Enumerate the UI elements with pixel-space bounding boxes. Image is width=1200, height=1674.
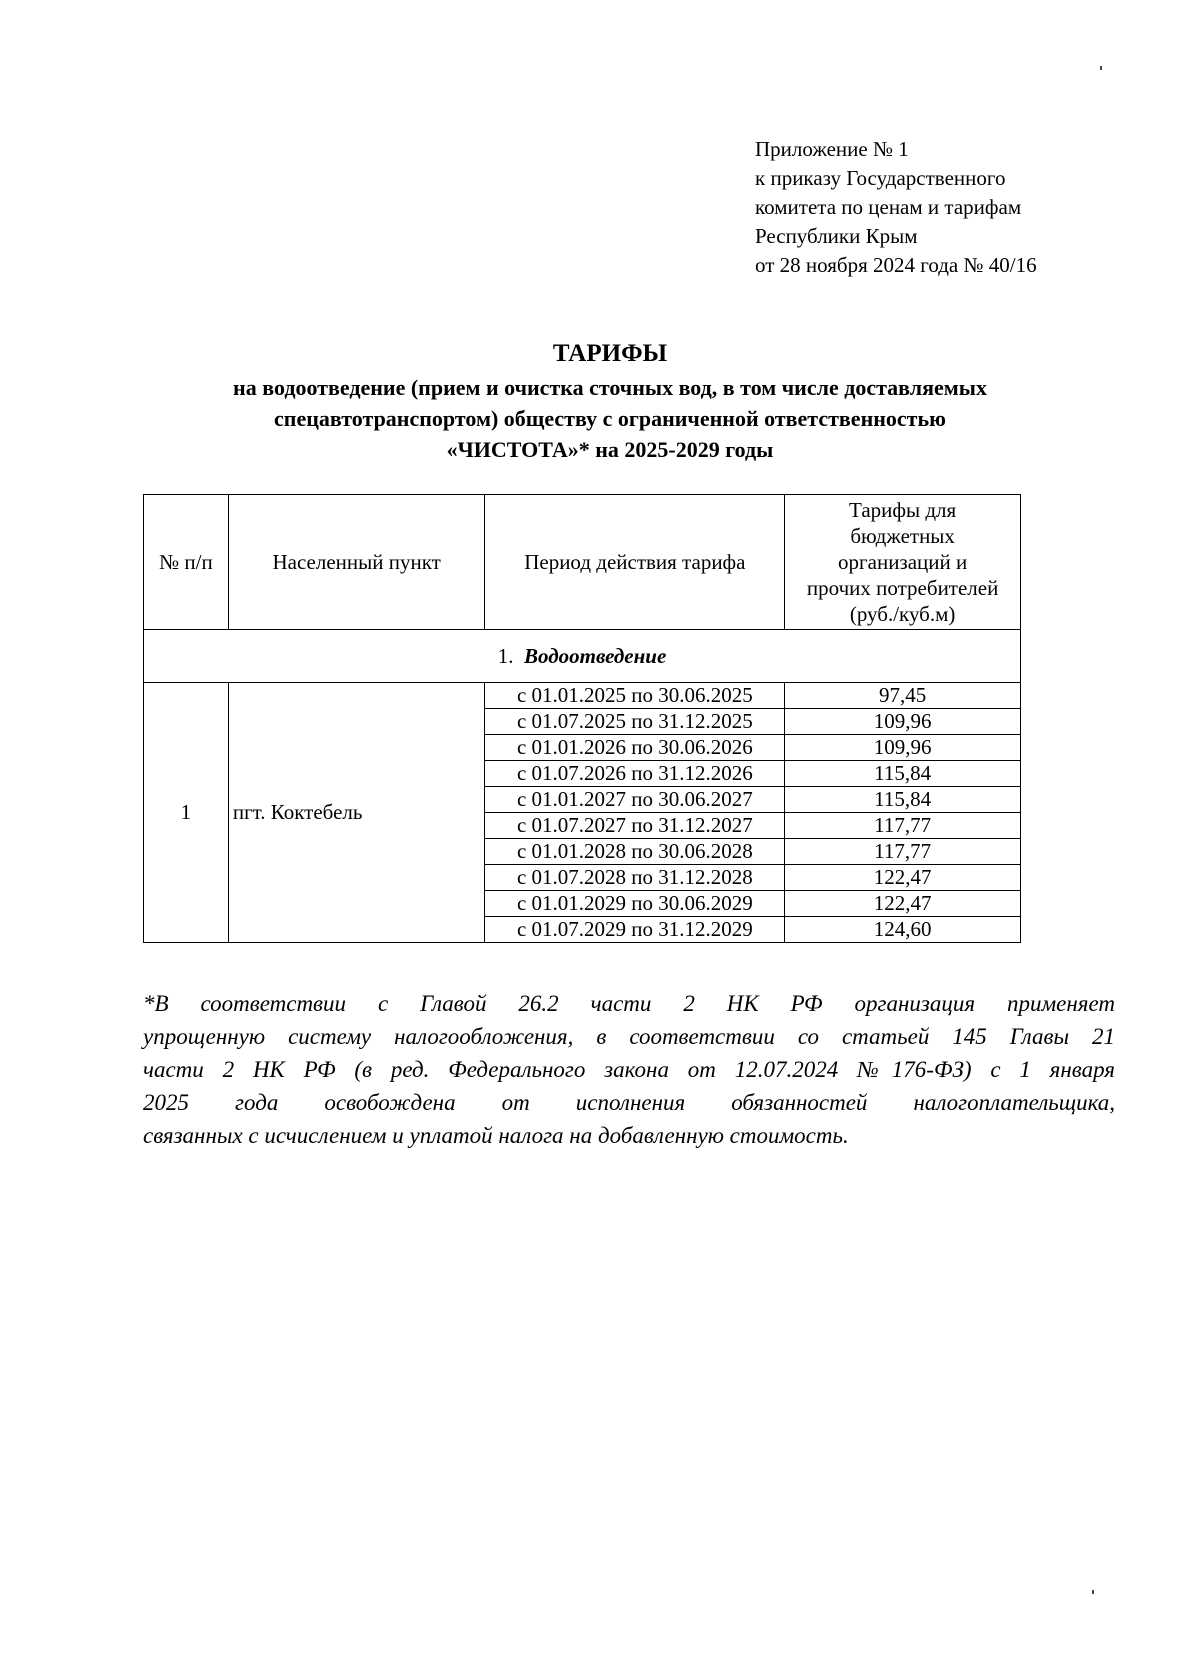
tariff-value-cell: 122,47 [785, 865, 1021, 891]
header-locality: Населенный пункт [228, 495, 485, 630]
period-cell: с 01.07.2027 по 31.12.2027 [485, 813, 785, 839]
header-tariff-line-3: организаций и [838, 550, 968, 574]
tariff-value-cell: 109,96 [785, 709, 1021, 735]
footnote-line-5: связанных с исчислением и уплатой налога на добавленную стоимость. [143, 1123, 849, 1148]
appendix-line-2: к приказу Государственного [755, 166, 1006, 190]
tariff-value-cell: 115,84 [785, 761, 1021, 787]
tariff-value-cell: 124,60 [785, 917, 1021, 943]
header-tariff [785, 495, 1021, 630]
tariff-value-cell: 122,47 [785, 891, 1021, 917]
header-period: Период действия тарифа [485, 495, 785, 630]
header-num: № п/п [144, 495, 229, 630]
title-main: ТАРИФЫ [552, 340, 668, 367]
row-locality: пгт. Коктебель [228, 683, 485, 943]
scan-speck [1100, 66, 1102, 70]
header-tariff-line-2: бюджетных [850, 524, 955, 548]
appendix-line-1: Приложение № 1 [755, 137, 909, 161]
scan-speck [1092, 1590, 1094, 1594]
footnote [143, 987, 1115, 1152]
table-header-row [144, 495, 1021, 630]
row-number: 1 [144, 683, 229, 943]
tariff-value-cell: 109,96 [785, 735, 1021, 761]
tariff-value-cell: 115,84 [785, 787, 1021, 813]
appendix-line-4: Республики Крым [755, 224, 918, 248]
title-line-1: на водоотведение (прием и очистка сточных вод, в том числе доставляемых [233, 375, 987, 400]
period-cell: с 01.01.2026 по 30.06.2026 [485, 735, 785, 761]
period-cell: с 01.07.2026 по 31.12.2026 [485, 761, 785, 787]
tariff-value-cell: 117,77 [785, 813, 1021, 839]
footnote-line-2: упрощенную систему налогообложения, в соответствии со статьей 145 Главы 21 [143, 1024, 1115, 1049]
header-tariff-line-1: Тарифы для [849, 498, 957, 522]
period-cell: с 01.01.2025 по 30.06.2025 [485, 683, 785, 709]
footnote-line-1: *В соответствии с Главой 26.2 части 2 НК РФ организация применяет [143, 991, 1115, 1016]
document-title [140, 338, 1080, 465]
tariff-value-cell: 117,77 [785, 839, 1021, 865]
section-row [144, 630, 1021, 683]
section-cell [144, 630, 1021, 683]
period-cell: с 01.01.2028 по 30.06.2028 [485, 839, 785, 865]
period-cell: с 01.07.2025 по 31.12.2025 [485, 709, 785, 735]
appendix-line-5: от 28 ноября 2024 года № 40/16 [755, 253, 1037, 277]
appendix-line-3: комитета по ценам и тарифам [755, 195, 1022, 219]
appendix-reference [755, 135, 1037, 280]
tariff-table [143, 494, 1021, 943]
period-cell: с 01.07.2029 по 31.12.2029 [485, 917, 785, 943]
header-tariff-line-4: прочих потребителей [806, 576, 999, 600]
title-line-3: «ЧИСТОТА»* на 2025-2029 годы [446, 437, 774, 462]
footnote-line-3: части 2 НК РФ (в ред. Федерального закона от 12.07.2024 №176-ФЗ) с 1 января [143, 1057, 1115, 1082]
period-cell: с 01.01.2029 по 30.06.2029 [485, 891, 785, 917]
title-line-2: спецавтотранспортом) обществу с ограниченной ответственностью [274, 406, 946, 431]
period-cell: с 01.01.2027 по 30.06.2027 [485, 787, 785, 813]
footnote-line-4: 2025 года освобождена от исполнения обязанностей налогоплательщика, [143, 1090, 1115, 1115]
tariff-value-cell: 97,45 [785, 683, 1021, 709]
table-row [144, 683, 1021, 709]
section-title: Водоотведение [523, 643, 667, 668]
period-cell: с 01.07.2028 по 31.12.2028 [485, 865, 785, 891]
section-number: 1. [497, 643, 514, 668]
header-tariff-line-5: (руб./куб.м) [849, 602, 956, 626]
